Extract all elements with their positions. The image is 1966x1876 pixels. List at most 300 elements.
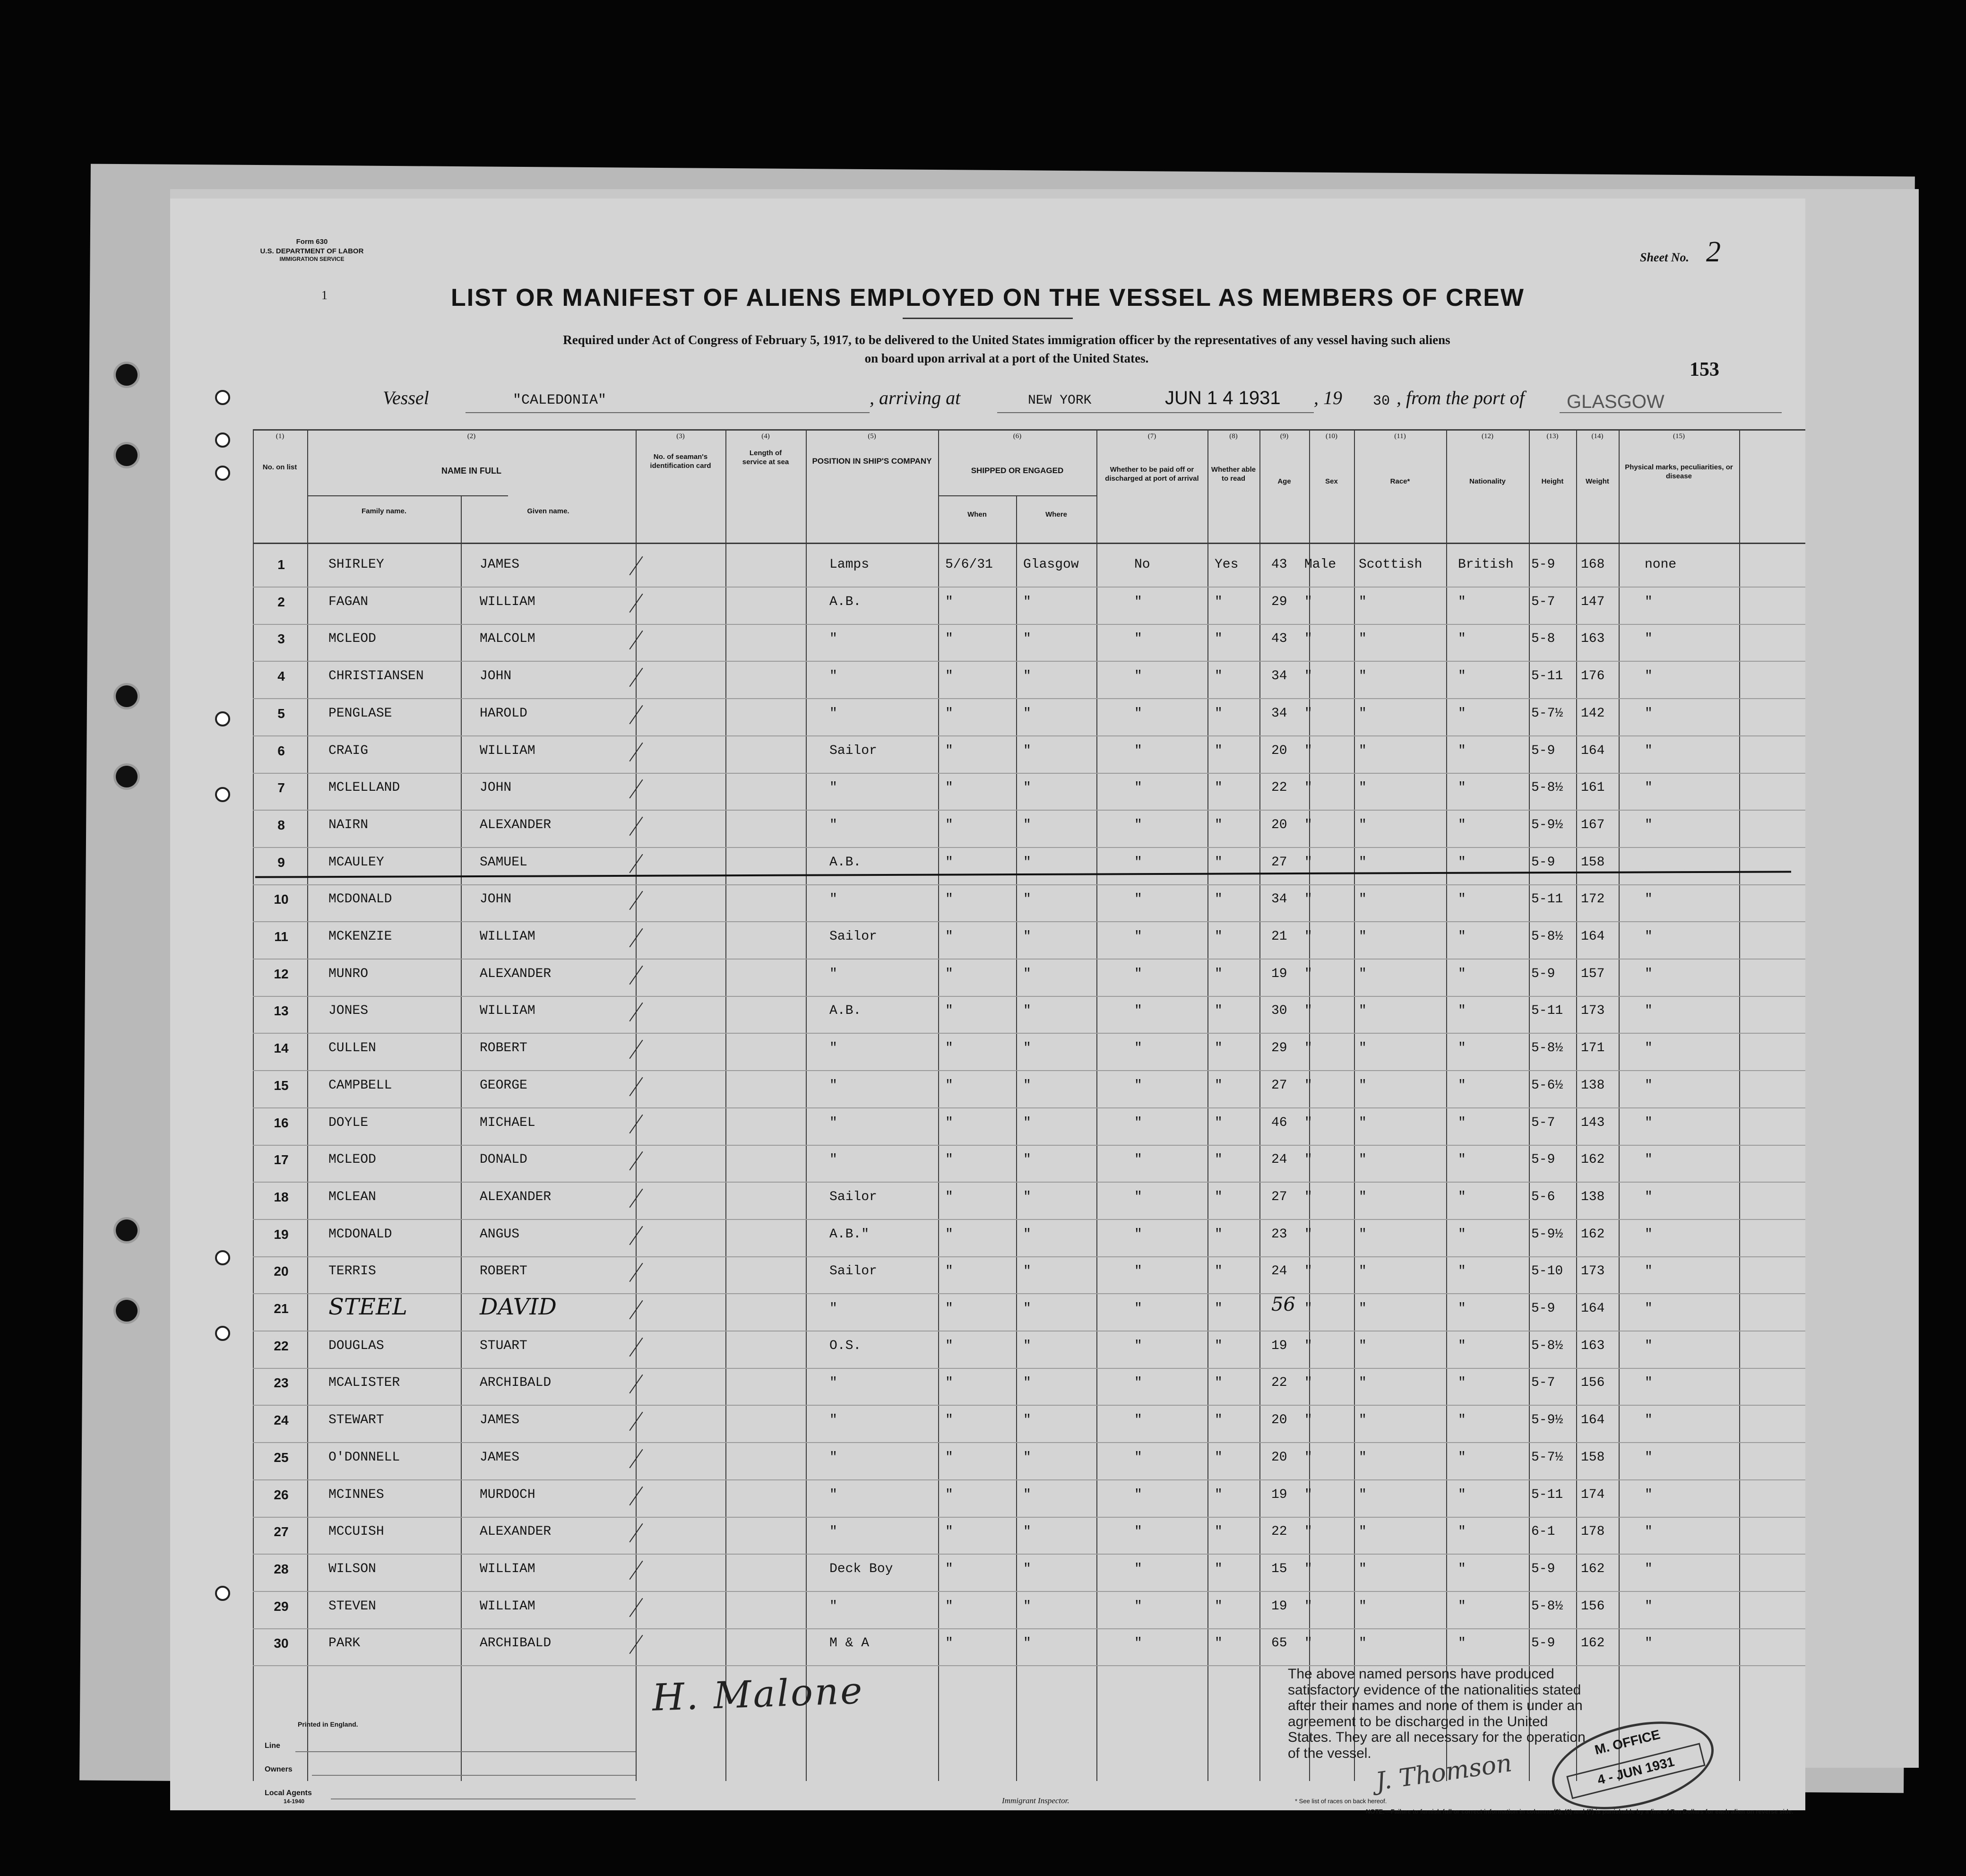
shipped-where-cell: " xyxy=(1023,1227,1031,1242)
physical-marks-cell: " xyxy=(1645,1375,1653,1391)
race-cell: " xyxy=(1359,1264,1367,1279)
row-number-cell: 22 xyxy=(274,1338,289,1353)
check-tick xyxy=(629,891,643,910)
race-cell: " xyxy=(1359,1599,1367,1614)
paid-off-cell: " xyxy=(1134,1487,1142,1502)
paid-off-cell: " xyxy=(1134,1375,1142,1391)
race-cell: " xyxy=(1359,1003,1367,1019)
header-no-on-list: No. on list xyxy=(262,463,297,471)
position-cell: " xyxy=(829,706,837,721)
sex-cell: " xyxy=(1304,594,1312,609)
age-cell: 24 xyxy=(1271,1152,1287,1167)
line-label: Line xyxy=(265,1742,280,1750)
shipped-when-cell: " xyxy=(945,706,953,721)
sex-cell: " xyxy=(1304,743,1312,758)
table-row xyxy=(170,1406,1805,1443)
nationality-cell: " xyxy=(1458,631,1466,647)
check-tick xyxy=(629,1300,643,1319)
given-name-cell: JAMES xyxy=(480,1413,520,1428)
able-to-read-cell: " xyxy=(1215,1115,1223,1130)
race-cell: " xyxy=(1359,1338,1367,1353)
shipped-where-cell: " xyxy=(1023,966,1031,981)
sex-cell: " xyxy=(1304,1636,1312,1651)
age-cell: 27 xyxy=(1271,855,1287,870)
position-cell: A.B." xyxy=(829,1227,870,1242)
col-number: (6) xyxy=(1013,432,1022,440)
age-cell: 20 xyxy=(1271,817,1287,832)
table-row xyxy=(170,811,1805,848)
position-cell: Sailor xyxy=(829,1264,877,1279)
arriving-label: , arriving at xyxy=(870,387,961,408)
header-physical-marks: Physical marks, peculiarities, or disease xyxy=(1625,463,1733,480)
family-name-cell: MCLEAN xyxy=(328,1189,376,1204)
physical-marks-cell: " xyxy=(1645,706,1653,721)
nationality-cell: " xyxy=(1458,743,1466,758)
height-cell: 5-8½ xyxy=(1531,1041,1563,1056)
col-number: (1) xyxy=(276,432,285,440)
height-cell: 5-9½ xyxy=(1531,1413,1563,1428)
paid-off-cell: " xyxy=(1134,966,1142,981)
sex-cell: " xyxy=(1304,1003,1312,1019)
physical-marks-cell: " xyxy=(1645,1561,1653,1576)
height-cell: 5-8 xyxy=(1531,631,1555,647)
table-row xyxy=(170,1257,1805,1294)
col-number: (12) xyxy=(1482,432,1493,440)
height-cell: 5-8½ xyxy=(1531,780,1563,795)
physical-marks-cell: " xyxy=(1645,892,1653,907)
check-tick xyxy=(629,779,643,798)
given-name-cell: ALEXANDER xyxy=(480,1189,552,1204)
age-cell: 34 xyxy=(1271,892,1287,907)
given-name-cell: WILLIAM xyxy=(480,743,535,758)
paid-off-cell: " xyxy=(1134,817,1142,832)
col-number: (5) xyxy=(868,432,876,440)
position-cell: " xyxy=(829,1487,837,1502)
position-cell: " xyxy=(829,1301,837,1316)
nationality-cell: " xyxy=(1458,1524,1466,1539)
physical-marks-cell: " xyxy=(1645,1338,1653,1353)
table-row xyxy=(170,1481,1805,1518)
table-row xyxy=(170,588,1805,625)
sex-cell: " xyxy=(1304,1264,1312,1279)
shipped-where-cell: " xyxy=(1023,1599,1031,1614)
family-name-cell: PENGLASE xyxy=(328,706,392,721)
header-when: When xyxy=(967,510,987,519)
position-cell: " xyxy=(829,780,837,795)
shipped-where-cell: " xyxy=(1023,1636,1031,1651)
height-cell: 5-10 xyxy=(1531,1264,1563,1279)
table-row xyxy=(170,1629,1805,1666)
shipped-where-cell: " xyxy=(1023,1375,1031,1391)
race-cell: Scottish xyxy=(1359,557,1423,572)
given-name-cell: ARCHIBALD xyxy=(480,1636,552,1651)
age-cell: 20 xyxy=(1271,1413,1287,1428)
shipped-when-cell: " xyxy=(945,966,953,981)
family-name-cell: CAMPBELL xyxy=(328,1078,392,1093)
sex-cell: " xyxy=(1304,1561,1312,1576)
weight-cell: 147 xyxy=(1581,594,1605,609)
family-name-cell: STEWART xyxy=(328,1413,384,1428)
race-cell: " xyxy=(1359,1450,1367,1465)
col-number: (7) xyxy=(1147,432,1156,440)
physical-marks-cell: " xyxy=(1645,1487,1653,1502)
binder-hole xyxy=(116,685,138,707)
age-cell: 24 xyxy=(1271,1264,1287,1279)
shipped-when-cell: " xyxy=(945,780,953,795)
race-cell: " xyxy=(1359,1227,1367,1242)
height-cell: 5-9½ xyxy=(1531,1227,1563,1242)
nationality-cell: " xyxy=(1458,1041,1466,1056)
check-tick xyxy=(629,1003,643,1021)
physical-marks-cell: " xyxy=(1645,669,1653,684)
header-height: Height xyxy=(1541,477,1564,485)
sex-cell: " xyxy=(1304,817,1312,832)
port-underline xyxy=(1560,412,1782,413)
row-divider xyxy=(253,1107,1805,1108)
height-cell: 5-7½ xyxy=(1531,1450,1563,1465)
check-tick xyxy=(629,1449,643,1468)
table-row xyxy=(170,1369,1805,1406)
given-name-cell: GEORGE xyxy=(480,1078,527,1093)
sex-cell: " xyxy=(1304,892,1312,907)
family-name-cell: NAIRN xyxy=(328,817,369,832)
able-to-read-cell: " xyxy=(1215,1227,1223,1242)
row-number-cell: 17 xyxy=(274,1152,289,1167)
age-cell: 65 xyxy=(1271,1636,1287,1651)
physical-marks-cell: " xyxy=(1645,1524,1653,1539)
given-name-cell: JAMES xyxy=(480,1450,520,1465)
able-to-read-cell: " xyxy=(1215,1524,1223,1539)
check-tick xyxy=(629,1040,643,1059)
able-to-read-cell: " xyxy=(1215,1338,1223,1353)
row-number-cell: 6 xyxy=(277,743,285,758)
able-to-read-cell: " xyxy=(1215,1078,1223,1093)
owners-field xyxy=(312,1775,636,1776)
height-cell: 5-7 xyxy=(1531,1375,1555,1391)
sex-cell: " xyxy=(1304,1041,1312,1056)
paid-off-cell: " xyxy=(1134,1189,1142,1204)
family-name-cell: O'DONNELL xyxy=(328,1450,400,1465)
age-cell: 20 xyxy=(1271,1450,1287,1465)
race-cell: " xyxy=(1359,1487,1367,1502)
race-cell: " xyxy=(1359,855,1367,870)
arrival-date-stamp: JUN 1 4 1931 xyxy=(1165,388,1281,408)
table-row xyxy=(170,774,1805,811)
height-cell: 6-1 xyxy=(1531,1524,1555,1539)
row-divider xyxy=(253,698,1805,699)
nationality-cell: " xyxy=(1458,966,1466,981)
height-cell: 5-6 xyxy=(1531,1189,1555,1204)
race-cell: " xyxy=(1359,669,1367,684)
nationality-cell: " xyxy=(1458,929,1466,944)
check-tick xyxy=(629,965,643,984)
manifest-title: LIST OR MANIFEST OF ALIENS EMPLOYED ON THE VESSEL AS MEMBERS OF CREW xyxy=(451,284,1525,311)
check-tick xyxy=(629,1561,643,1580)
row-divider xyxy=(253,1591,1805,1592)
weight-cell: 161 xyxy=(1581,780,1605,795)
race-cell: " xyxy=(1359,1115,1367,1130)
position-cell: M & A xyxy=(829,1636,870,1651)
height-cell: 5-9½ xyxy=(1531,817,1563,832)
height-cell: 5-9 xyxy=(1531,557,1555,572)
weight-cell: 162 xyxy=(1581,1636,1605,1651)
height-cell: 5-7 xyxy=(1531,594,1555,609)
paid-off-cell: " xyxy=(1134,1152,1142,1167)
shipped-when-cell: " xyxy=(945,1189,953,1204)
check-tick xyxy=(629,631,643,649)
weight-cell: 156 xyxy=(1581,1375,1605,1391)
sex-cell: " xyxy=(1304,706,1312,721)
family-name-cell: TERRIS xyxy=(328,1264,376,1279)
given-name-cell: ROBERT xyxy=(480,1041,527,1056)
position-cell: " xyxy=(829,1078,837,1093)
shipped-when-cell: " xyxy=(945,1301,953,1316)
shipped-where-cell: " xyxy=(1023,743,1031,758)
given-name-cell: MALCOLM xyxy=(480,631,535,647)
age-cell: 19 xyxy=(1271,1599,1287,1614)
weight-cell: 178 xyxy=(1581,1524,1605,1539)
row-number-cell: 21 xyxy=(274,1301,289,1316)
shipped-when-cell: " xyxy=(945,855,953,870)
position-cell: O.S. xyxy=(829,1338,862,1353)
paid-off-cell: " xyxy=(1134,1524,1142,1539)
table-row xyxy=(170,960,1805,997)
height-cell: 5-8½ xyxy=(1531,1599,1563,1614)
nationality-cell: " xyxy=(1458,1413,1466,1428)
family-name-cell: MCINNES xyxy=(328,1487,384,1502)
race-cell: " xyxy=(1359,631,1367,647)
family-name-cell: DOYLE xyxy=(328,1115,369,1130)
height-cell: 5-7½ xyxy=(1531,706,1563,721)
row-divider xyxy=(253,735,1805,736)
paid-off-cell: " xyxy=(1134,1115,1142,1130)
department-name: U.S. DEPARTMENT OF LABOR xyxy=(260,247,364,255)
binder-hole xyxy=(116,364,138,386)
form-code: 14-1940 xyxy=(284,1798,305,1805)
family-name-cell: MCALISTER xyxy=(328,1375,400,1391)
table-row xyxy=(170,700,1805,736)
table-row xyxy=(170,885,1805,922)
table-row xyxy=(170,551,1805,588)
sex-cell: " xyxy=(1304,966,1312,981)
given-name-cell: WILLIAM xyxy=(480,929,535,944)
position-cell: " xyxy=(829,817,837,832)
shipped-when-cell: " xyxy=(945,1487,953,1502)
shipped-when-cell: " xyxy=(945,1561,953,1576)
age-cell: 34 xyxy=(1271,706,1287,721)
table-row xyxy=(170,1518,1805,1555)
row-number-cell: 9 xyxy=(277,855,285,870)
row-number-cell: 20 xyxy=(274,1264,289,1279)
row-number-cell: 30 xyxy=(274,1636,289,1651)
row-divider xyxy=(253,1479,1805,1480)
weight-cell: 162 xyxy=(1581,1227,1605,1242)
physical-marks-cell: " xyxy=(1645,1450,1653,1465)
sex-cell: " xyxy=(1304,669,1312,684)
age-cell: 34 xyxy=(1271,669,1287,684)
able-to-read-cell: " xyxy=(1215,1264,1223,1279)
physical-marks-cell: none xyxy=(1645,557,1677,572)
check-tick xyxy=(629,1375,643,1393)
nationality-cell: " xyxy=(1458,1636,1466,1651)
sex-cell: " xyxy=(1304,1450,1312,1465)
check-tick xyxy=(629,1077,643,1096)
col-number: (10) xyxy=(1326,432,1337,440)
shipped-when-cell: " xyxy=(945,1003,953,1019)
header-shipped-engaged: SHIPPED OR ENGAGED xyxy=(971,466,1064,475)
row-number-cell: 15 xyxy=(274,1078,289,1093)
position-cell: A.B. xyxy=(829,1003,862,1019)
weight-cell: 174 xyxy=(1581,1487,1605,1502)
race-cell: " xyxy=(1359,1636,1367,1651)
given-name-cell: ANGUS xyxy=(480,1227,520,1242)
check-tick xyxy=(629,742,643,761)
weight-cell: 143 xyxy=(1581,1115,1605,1130)
position-cell: " xyxy=(829,892,837,907)
shipped-where-cell: " xyxy=(1023,706,1031,721)
row-divider xyxy=(253,1256,1805,1257)
position-cell: Deck Boy xyxy=(829,1561,893,1576)
stamp-date: 4 - JUN 1931 xyxy=(1566,1743,1705,1799)
departure-port: GLASGOW xyxy=(1567,391,1664,412)
weight-cell: 168 xyxy=(1581,557,1605,572)
able-to-read-cell: " xyxy=(1215,1413,1223,1428)
paid-off-cell: " xyxy=(1134,1561,1142,1576)
nationality-statement: The above named persons have produced satisfactory evidence of the nationalities stated after their names and none of them is under an agreement to be discharged in the United States. They are all necessary for the operation of the vessel. xyxy=(1288,1666,1586,1761)
race-cell: " xyxy=(1359,594,1367,609)
age-cell: 23 xyxy=(1271,1227,1287,1242)
weight-cell: 138 xyxy=(1581,1078,1605,1093)
weight-cell: 157 xyxy=(1581,966,1605,981)
binder-hole xyxy=(116,1219,138,1241)
race-cell: " xyxy=(1359,1189,1367,1204)
header-given-name: Given name. xyxy=(527,507,569,515)
col-number: (13) xyxy=(1546,432,1559,440)
row-number-cell: 4 xyxy=(277,669,285,684)
paid-off-cell: " xyxy=(1134,780,1142,795)
arrival-underline xyxy=(997,412,1314,413)
shipped-where-cell: " xyxy=(1023,892,1031,907)
weight-cell: 162 xyxy=(1581,1152,1605,1167)
row-number-cell: 12 xyxy=(274,966,289,981)
physical-marks-cell: " xyxy=(1645,631,1653,647)
shipped-when-cell: " xyxy=(945,1152,953,1167)
col-number: (11) xyxy=(1394,432,1406,440)
able-to-read-cell: " xyxy=(1215,1152,1223,1167)
family-name-cell: CULLEN xyxy=(328,1041,376,1056)
family-name-cell: WILSON xyxy=(328,1561,376,1576)
family-name-cell: MCDONALD xyxy=(328,1227,392,1242)
race-cell: " xyxy=(1359,1041,1367,1056)
shipped-where-cell: " xyxy=(1023,594,1031,609)
row-divider xyxy=(253,810,1805,811)
row-divider xyxy=(253,884,1805,885)
nationality-cell: British xyxy=(1458,557,1514,572)
position-cell: " xyxy=(829,631,837,647)
sex-cell: " xyxy=(1304,1413,1312,1428)
position-cell: Sailor xyxy=(829,1189,877,1204)
row-divider xyxy=(253,1368,1805,1369)
family-name-cell: MUNRO xyxy=(328,966,369,981)
family-name-cell: CRAIG xyxy=(328,743,369,758)
weight-cell: 163 xyxy=(1581,631,1605,647)
race-cell: " xyxy=(1359,1413,1367,1428)
header-bottom-rule xyxy=(253,543,1805,544)
row-number-cell: 16 xyxy=(274,1115,289,1130)
col-number: (15) xyxy=(1673,432,1685,440)
family-name-cell: STEEL xyxy=(328,1294,407,1320)
table-row xyxy=(170,1332,1805,1369)
height-cell: 5-11 xyxy=(1531,669,1563,684)
age-cell: 19 xyxy=(1271,1487,1287,1502)
given-name-cell: STUART xyxy=(480,1338,527,1353)
table-row xyxy=(170,1295,1805,1331)
physical-marks-cell: " xyxy=(1645,1301,1653,1316)
weight-cell: 158 xyxy=(1581,855,1605,870)
sex-cell: " xyxy=(1304,1375,1312,1391)
binder-hole xyxy=(116,444,138,466)
check-tick xyxy=(629,556,643,575)
sex-cell: " xyxy=(1304,1301,1312,1316)
family-name-cell: MCCUISH xyxy=(328,1524,384,1539)
row-number-cell: 18 xyxy=(274,1189,289,1204)
able-to-read-cell: " xyxy=(1215,743,1223,758)
arrival-port: NEW YORK xyxy=(1028,393,1092,408)
physical-marks-cell: " xyxy=(1645,1264,1653,1279)
age-cell: 29 xyxy=(1271,1041,1287,1056)
form-number: Form 630 xyxy=(296,238,328,246)
given-name-cell: WILLIAM xyxy=(480,1003,535,1019)
able-to-read-cell: " xyxy=(1215,1003,1223,1019)
year-label: , 19 xyxy=(1314,387,1342,408)
weight-cell: 162 xyxy=(1581,1561,1605,1576)
height-cell: 5-9 xyxy=(1531,855,1555,870)
nationality-cell: " xyxy=(1458,1487,1466,1502)
row-number-cell: 27 xyxy=(274,1524,289,1539)
check-tick xyxy=(629,1412,643,1431)
family-name-cell: MCAULEY xyxy=(328,855,384,870)
weight-cell: 156 xyxy=(1581,1599,1605,1614)
paid-off-cell: " xyxy=(1134,669,1142,684)
paid-off-cell: " xyxy=(1134,631,1142,647)
page-number: 153 xyxy=(1690,359,1719,380)
height-cell: 5-9 xyxy=(1531,1561,1555,1576)
check-tick xyxy=(629,705,643,724)
col-number: (14) xyxy=(1591,432,1604,440)
age-cell: 22 xyxy=(1271,780,1287,795)
sheet-number: 2 xyxy=(1706,236,1721,268)
given-name-cell: HAROLD xyxy=(480,706,527,721)
table-row xyxy=(170,1220,1805,1257)
race-cell: " xyxy=(1359,1561,1367,1576)
weight-cell: 163 xyxy=(1581,1338,1605,1353)
shipped-when-cell: " xyxy=(945,669,953,684)
family-name-cell: MCKENZIE xyxy=(328,929,392,944)
row-number-cell: 24 xyxy=(274,1413,289,1428)
given-name-cell: DAVID xyxy=(480,1294,557,1320)
shipped-where-cell: " xyxy=(1023,1338,1031,1353)
able-to-read-cell: " xyxy=(1215,1041,1223,1056)
shipped-where-cell: " xyxy=(1023,1041,1031,1056)
header-where: Where xyxy=(1045,510,1067,519)
physical-marks-cell: " xyxy=(1645,1413,1653,1428)
row-number-cell: 5 xyxy=(277,706,285,721)
weight-cell: 167 xyxy=(1581,817,1605,832)
sex-cell: " xyxy=(1304,1078,1312,1093)
vessel-underline xyxy=(466,412,870,413)
height-cell: 5-6½ xyxy=(1531,1078,1563,1093)
physical-marks-cell: " xyxy=(1645,1041,1653,1056)
